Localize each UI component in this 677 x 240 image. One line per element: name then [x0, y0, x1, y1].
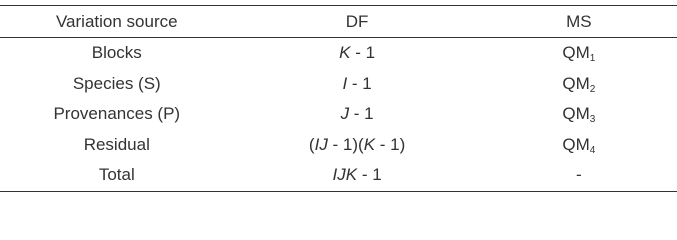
df-text: - 1	[349, 104, 374, 124]
cell-variation-source: Residual	[83, 134, 150, 154]
table-body	[0, 38, 677, 192]
anova-table-container	[0, 5, 677, 192]
ms-value: QM	[562, 73, 590, 93]
table-row	[0, 38, 677, 69]
ms-subscript: 1	[589, 53, 596, 65]
header-df: DF	[234, 6, 481, 38]
cell-ms	[481, 99, 677, 130]
table-header	[0, 6, 677, 38]
header-ms: MS	[481, 6, 677, 38]
ms-value: -	[575, 165, 582, 185]
cell-df	[234, 69, 481, 100]
cell-variation-source: Species (S)	[72, 73, 161, 93]
df-text: - 1)(	[327, 134, 364, 154]
anova-table	[0, 5, 677, 192]
df-variable: IJ	[314, 134, 328, 154]
cell-ms	[481, 38, 677, 69]
cell-variation-source: Provenances (P)	[53, 104, 181, 124]
ms-subscript: 2	[589, 83, 596, 95]
df-variable: J	[340, 104, 350, 124]
table-row	[0, 69, 677, 100]
df-variable: K	[339, 43, 351, 63]
header-row	[0, 6, 677, 38]
table-row	[0, 99, 677, 130]
cell-variation-source: Total	[0, 160, 234, 191]
ms-subscript: 3	[589, 114, 596, 126]
header-variation-source: Variation source	[0, 6, 234, 38]
ms-value: QM	[562, 43, 590, 63]
cell-ms	[481, 160, 677, 191]
df-text: - 1	[347, 73, 372, 93]
df-text: (	[308, 134, 315, 154]
df-variable: K	[363, 134, 376, 154]
df-text: - 1	[357, 165, 382, 185]
table-row	[0, 160, 677, 191]
df-text: - 1)	[375, 134, 406, 154]
df-text: - 1	[350, 43, 376, 63]
cell-ms	[481, 69, 677, 100]
cell-variation-source: Blocks	[91, 43, 142, 63]
cell-df	[234, 160, 481, 191]
df-variable: IJK	[332, 165, 358, 185]
table-row	[0, 130, 677, 161]
cell-ms	[481, 130, 677, 161]
cell-df	[234, 99, 481, 130]
cell-df	[234, 38, 481, 69]
ms-value: QM	[562, 104, 590, 124]
cell-df	[234, 130, 481, 161]
df-variable: I	[342, 73, 348, 93]
ms-subscript: 4	[589, 144, 596, 156]
ms-value: QM	[562, 134, 590, 154]
